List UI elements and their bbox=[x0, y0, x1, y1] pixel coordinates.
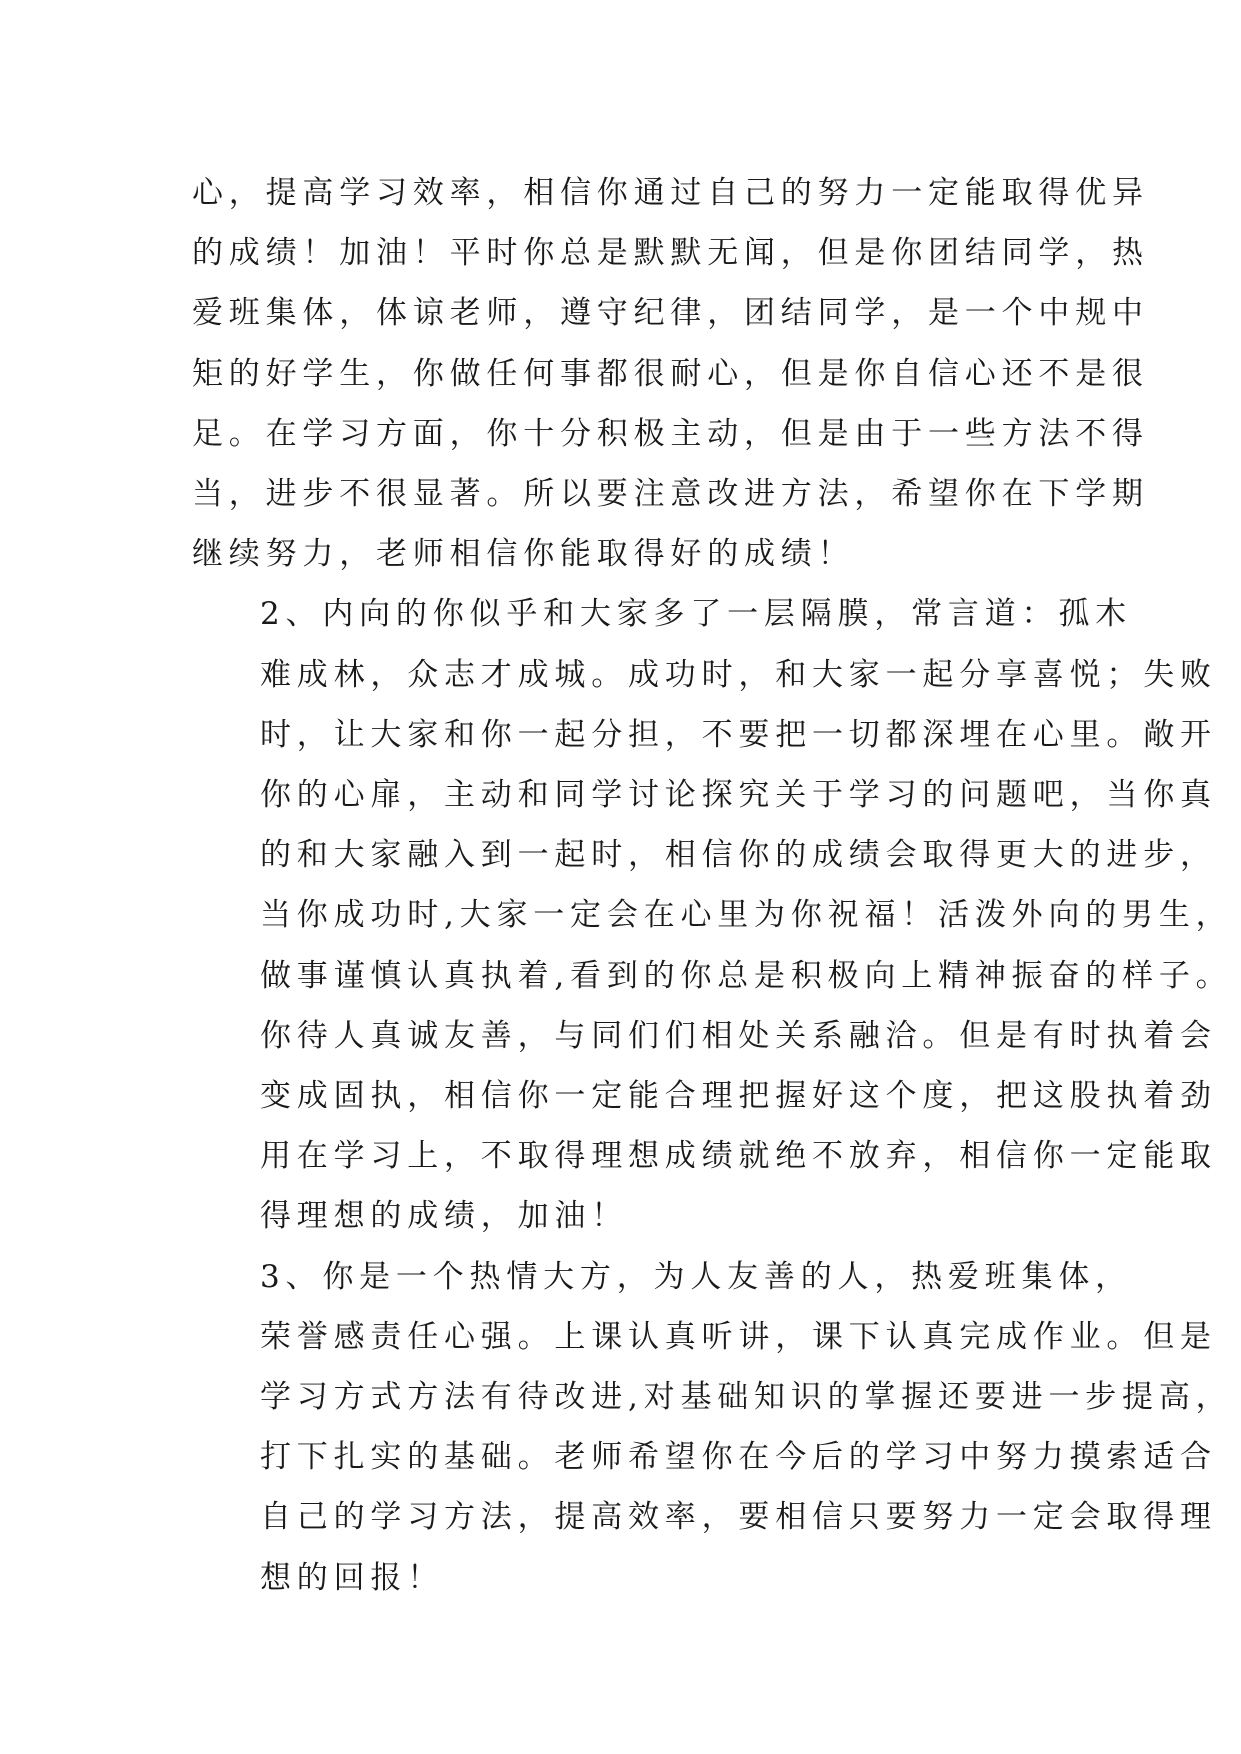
text-line: 当，进步不很显著。所以要注意改进方法，希望你在下学期 bbox=[192, 476, 1149, 513]
text-line: 用在学习上，不取得理想成绩就绝不放弃，相信你一定能取 bbox=[260, 1138, 1217, 1175]
text-line: 难成林，众志才成城。成功时，和大家一起分享喜悦；失败 bbox=[260, 656, 1217, 693]
text-line: 心，提高学习效率，相信你通过自己的努力一定能取得优异 bbox=[192, 175, 1149, 211]
text-line: 3、你是一个热情大方，为人友善的人，热爱班集体， bbox=[260, 1258, 1132, 1295]
text-line: 时，让大家和你一起分担，不要把一切都深埋在心里。敞开 bbox=[260, 716, 1217, 753]
text-line: 自己的学习方法，提高效率，要相信只要努力一定会取得理 bbox=[260, 1499, 1217, 1536]
text-line: 2、内向的你似乎和大家多了一层隔膜，常言道：孤木 bbox=[260, 596, 1132, 633]
text-line: 足。在学习方面，你十分积极主动，但是由于一些方法不得 bbox=[192, 415, 1149, 452]
text-line: 变成固执，相信你一定能合理把握好这个度，把这股执着劲 bbox=[260, 1078, 1217, 1115]
text-line: 得理想的成绩，加油！ bbox=[260, 1198, 628, 1235]
text-line: 的和大家融入到一起时，相信你的成绩会取得更大的进步， bbox=[260, 837, 1217, 874]
paragraph-3 bbox=[192, 1247, 1233, 1608]
text-line: 想的回报！ bbox=[260, 1559, 444, 1596]
paragraph-2 bbox=[192, 584, 1233, 1246]
text-line: 你待人真诚友善，与同们们相处关系融洽。但是有时执着会 bbox=[260, 1017, 1217, 1054]
text-line: 的成绩！加油！平时你总是默默无闻，但是你团结同学，热 bbox=[192, 235, 1149, 272]
text-line: 当你成功时,大家一定会在心里为你祝福！活泼外向的男生， bbox=[260, 897, 1233, 934]
text-line: 你的心扉，主动和同学讨论探究关于学习的问题吧，当你真 bbox=[260, 777, 1217, 814]
text-line: 矩的好学生，你做任何事都很耐心，但是你自信心还不是很 bbox=[192, 355, 1149, 392]
paragraph-1 bbox=[192, 163, 1149, 584]
text-line: 继续努力，老师相信你能取得好的成绩！ bbox=[192, 536, 855, 573]
text-line: 做事谨慎认真执着,看到的你总是积极向上精神振奋的样子。 bbox=[260, 957, 1233, 994]
text-line: 学习方式方法有待改进,对基础知识的掌握还要进一步提高， bbox=[260, 1379, 1233, 1416]
document-page bbox=[192, 163, 1233, 1608]
text-line: 荣誉感责任心强。上课认真听讲，课下认真完成作业。但是 bbox=[260, 1318, 1217, 1355]
text-line: 爱班集体，体谅老师，遵守纪律，团结同学，是一个中规中 bbox=[192, 295, 1149, 332]
text-line: 打下扎实的基础。老师希望你在今后的学习中努力摸索适合 bbox=[260, 1439, 1217, 1476]
